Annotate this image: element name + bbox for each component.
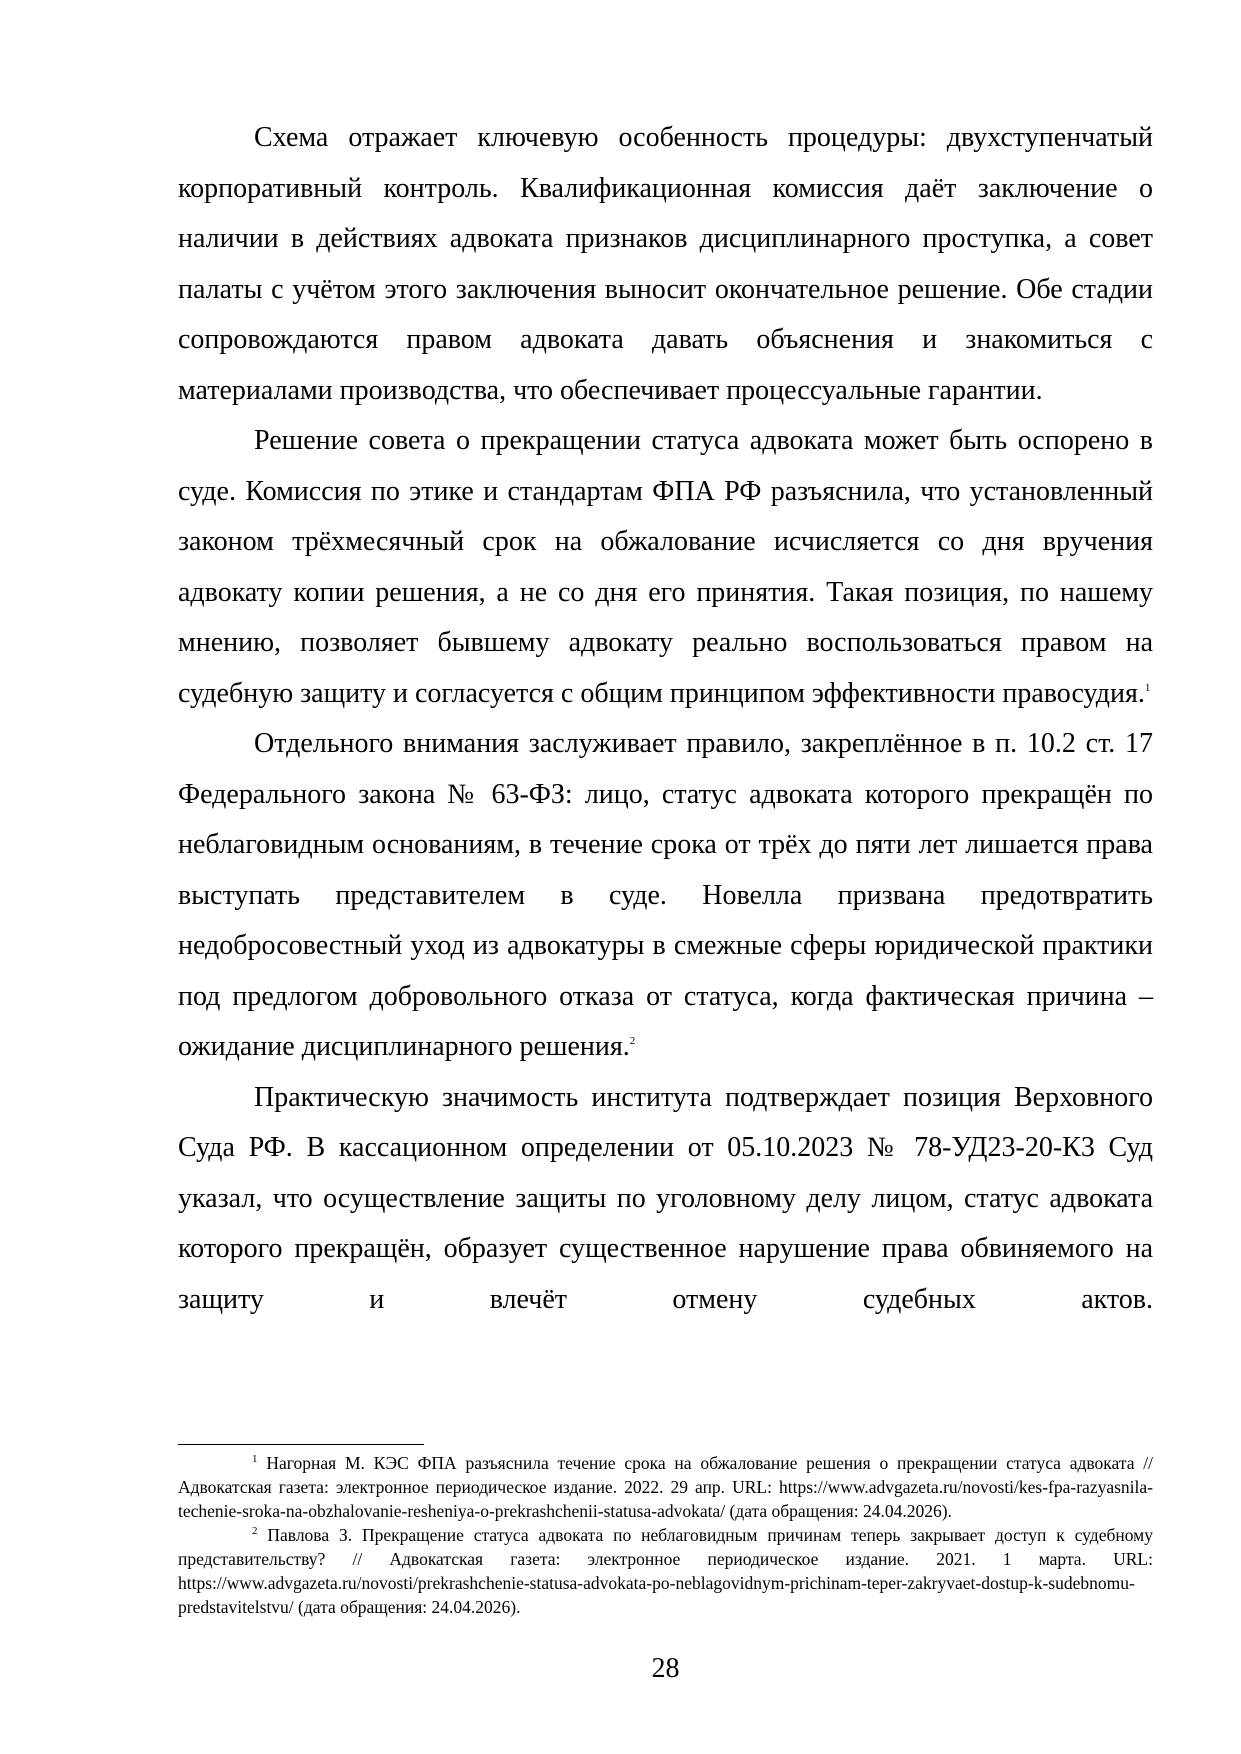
footnote-1-number: 1 bbox=[252, 1453, 258, 1465]
footnote-2-number: 2 bbox=[252, 1525, 258, 1537]
footnote-1-text: Нагорная М. КЭС ФПА разъяснила течение срока на обжалование решения о прекращении статуса адвоката // Адвокатская газета: электронное периодическое издание. 2022. 29 апр. URL: https://www.advgazeta.ru/novosti/kes-fpa-razyasnila-techenie-sroka-na-obzhalovanie-resheniya-o-prekrashchenii-statusa-advokata/ (дата обращения: 24.04.2026). bbox=[178, 1453, 1154, 1521]
paragraph-2-text: Решение совета о прекращении статуса адвоката может быть оспорено в суде. Комиссия по этике и стандартам ФПА РФ разъяснила, что установленный законом трёхмесячный срок на обжалование исчисляется со дня вручения адвокату копии решения, а не со дня его принятия. Такая позиция, по нашему мнению, позволяет бывшему адвокату реально воспользоваться правом на судебную защиту и согласуется с общим принципом эффективности правосудия. bbox=[178, 425, 1153, 709]
paragraph-3-text: Отдельного внимания заслуживает правило, закреплённое в п. 10.2 ст. 17 Федерального закона № 63-ФЗ: лицо, статус адвоката которого прекращён по неблаговидным основаниям, в течение срока от трёх до пяти лет лишается права выступать представителем в суде. Новелла призвана предотвратить недобросовестный уход из адвокатуры в смежные сферы юридической практики под предлогом добровольного отказа от статуса, когда фактическая причина – ожидание дисциплинарного решения. bbox=[178, 728, 1153, 1062]
footnote-ref-1[interactable]: 1 bbox=[1144, 681, 1151, 694]
paragraph-4-text: Практическую значимость института подтверждает позиция Верховного Суда РФ. В кассационном определении от 05.10.2023 № 78-УД23-20-К3 Суд указал, что осуществление защиты по уголовному делу лицом, статус адвоката которого прекращён, образует существенное нарушение права обвиняемого на защиту и влечёт отмену судебных актов. bbox=[178, 1081, 1153, 1315]
footnotes bbox=[178, 1451, 1153, 1619]
paragraph-3 bbox=[178, 719, 1153, 1073]
paragraph-2 bbox=[178, 416, 1153, 719]
paragraph-1-text: Схема отражает ключевую особенность процедуры: двухступенчатый корпоративный контроль. Квалификационная комиссия даёт заключение о наличии в действиях адвоката признаков дисциплинарного проступка, а совет палаты с учётом этого заключения выносит окончательное решение. Обе стадии сопровождаются правом адвоката давать объяснения и знакомиться с материалами производства, что обеспечивает процессуальные гарантии. bbox=[178, 122, 1153, 406]
paragraph-4 bbox=[178, 1073, 1153, 1326]
page-number: 28 bbox=[651, 1653, 680, 1684]
paragraph-1 bbox=[178, 113, 1153, 416]
footnote-2-text: Павлова З. Прекращение статуса адвоката по неблаговидным причинам теперь закрывает доступ к судебному представительству? // Адвокатская газета: электронное периодическое издание. 2021. 1 марта. URL: https://www.advgazeta.ru/novosti/prekrashchenie-statusa-advokata-po-neblagovidnym-prichinam-teper-zakryvaet-dostup-k-sudebnomu-predstavitelstvu/ (дата обращения: 24.04.2026). bbox=[178, 1525, 1153, 1617]
footnote-ref-2[interactable]: 2 bbox=[629, 1035, 636, 1047]
footnote-1 bbox=[178, 1451, 1153, 1523]
footnote-2 bbox=[178, 1523, 1153, 1619]
body-text bbox=[178, 113, 1153, 1325]
footnote-separator bbox=[178, 1444, 424, 1445]
